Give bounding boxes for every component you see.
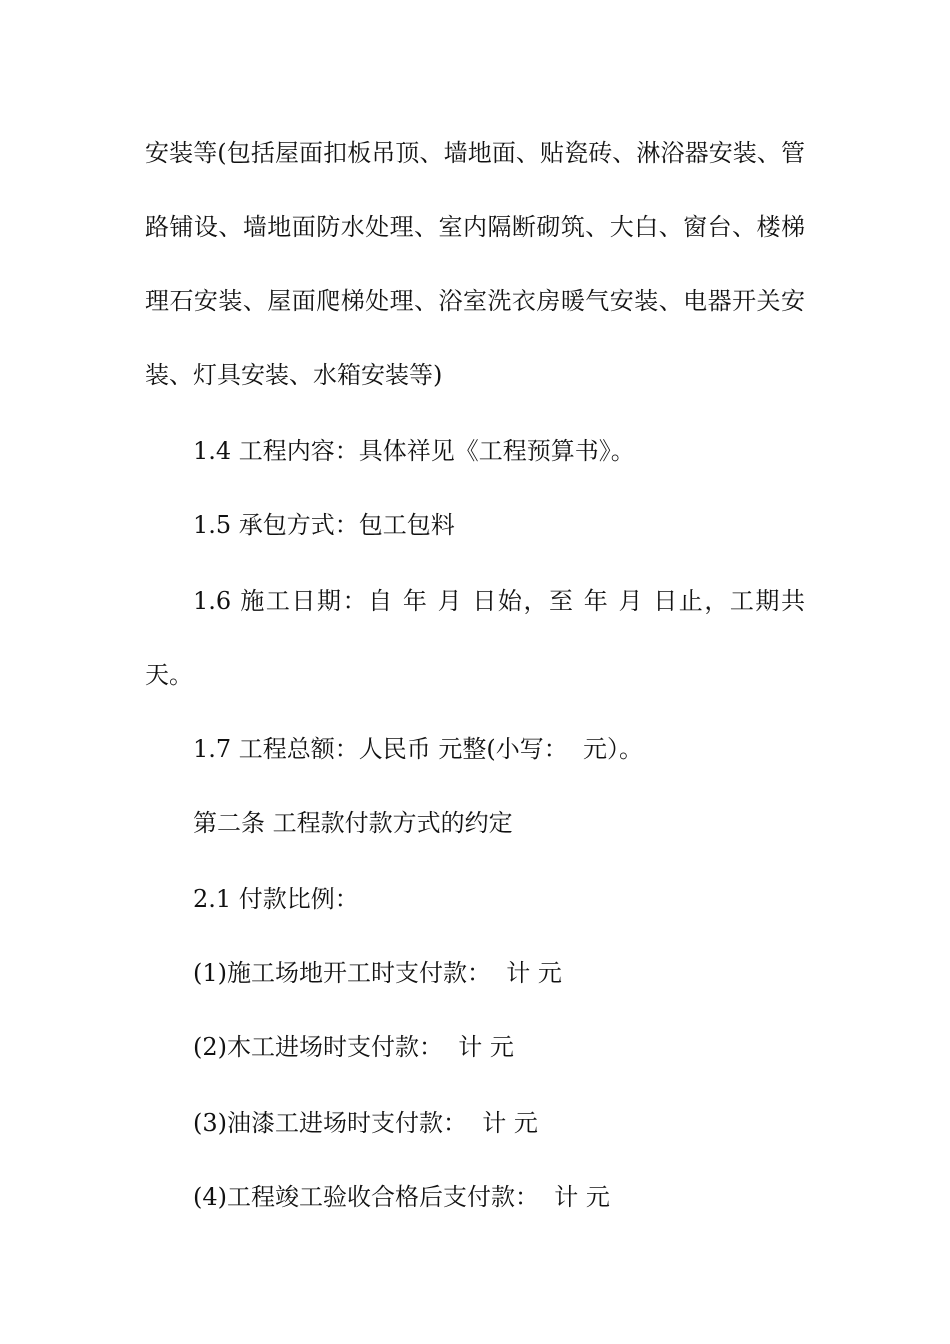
paragraph-line-1: 安装等(包括屋面扣板吊顶、墙地面、贴瓷砖、淋浴器安装、管 <box>145 139 805 167</box>
clause-1-6-continuation: 天。 <box>145 661 193 689</box>
payment-item-1: (1)施工场地开工时支付款： 计 元 <box>193 959 562 987</box>
article-2-heading: 第二条 工程款付款方式的约定 <box>193 809 513 837</box>
paragraph-line-4: 装、灯具安装、水箱安装等) <box>145 361 443 389</box>
clause-1-7: 1.7 工程总额：人民币 元整(小写： 元）。 <box>193 735 644 763</box>
payment-item-2: (2)木工进场时支付款： 计 元 <box>193 1033 514 1061</box>
clause-1-5: 1.5 承包方式：包工包料 <box>193 511 455 539</box>
paragraph-line-2: 路铺设、墙地面防水处理、室内隔断砌筑、大白、窗台、楼梯 <box>145 213 805 241</box>
payment-item-3: (3)油漆工进场时支付款： 计 元 <box>193 1109 538 1137</box>
payment-item-4: (4)工程竣工验收合格后支付款： 计 元 <box>193 1183 610 1211</box>
clause-2-1: 2.1 付款比例： <box>193 885 359 913</box>
clause-1-4: 1.4 工程内容：具体祥见《工程预算书》。 <box>193 437 635 465</box>
paragraph-line-3: 理石安装、屋面爬梯处理、浴室洗衣房暖气安装、电器开关安 <box>145 287 805 315</box>
clause-1-6: 1.6 施工日期：自 年 月 日始，至 年 月 日止，工期共 <box>193 587 805 615</box>
